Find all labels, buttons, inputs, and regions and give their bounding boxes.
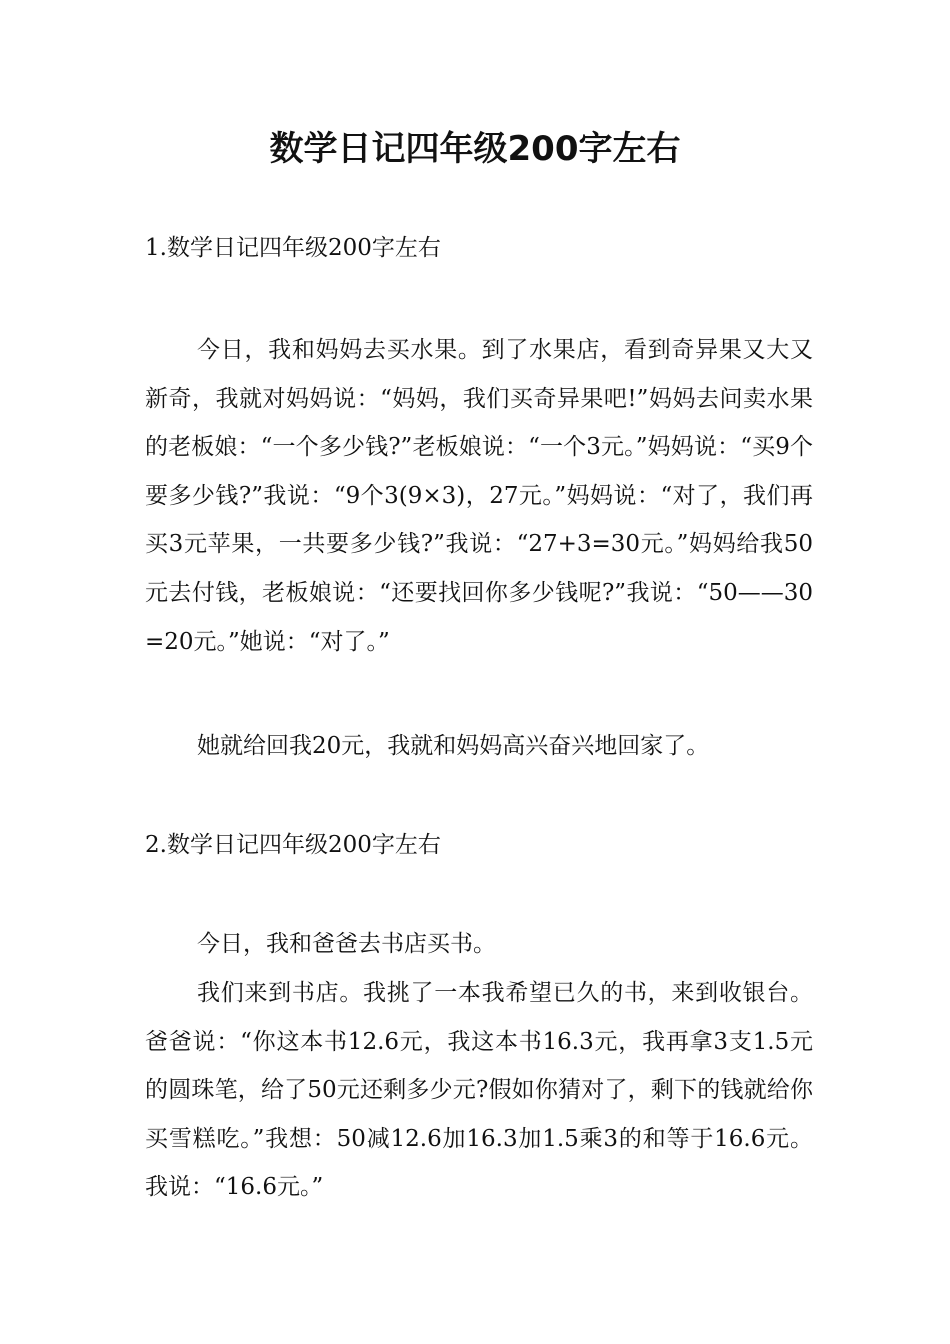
- section-heading-1: 1.数学日记四年级200字左右: [145, 235, 441, 261]
- section-2-paragraph-1: 今日，我和爸爸去书店买书。: [197, 931, 496, 957]
- section-1-paragraph-1: 今日，我和妈妈去买水果。到了水果店，看到奇异果又大又新奇，我就对妈妈说：“妈妈，我们买奇异果吧!”妈妈去问卖水果的老板娘：“一个多少钱?”老板娘说：“一个3元。”妈妈说：“买9个要多少钱?”我说：“9个3(9×3)，27元。”妈妈说：“对了，我们再买3元苹果，一共要多少钱?”我说：“27+3=30元。”妈妈给我50元去付钱，老板娘说：“还要找回你多少钱呢?”我说：“50——30=20元。”她说：“对了。”: [145, 337, 813, 655]
- section-1-paragraph-2: 她就给回我20元，我就和妈妈高兴奋兴地回家了。: [197, 733, 710, 759]
- section-2-paragraph-2: 我们来到书店。我挑了一本我希望已久的书，来到收银台。爸爸说：“你这本书12.6元，我这本书16.3元，我再拿3支1.5元的圆珠笔，给了50元还剩多少元?假如你猜对了，剩下的钱就给你买雪糕吃。”我想：50减12.6加16.3加1.5乘3的和等于16.6元。我说：“16.6元。”: [145, 980, 813, 1201]
- section-heading-2: 2.数学日记四年级200字左右: [145, 832, 441, 858]
- document-title: 数学日记四年级200字左右: [269, 129, 681, 169]
